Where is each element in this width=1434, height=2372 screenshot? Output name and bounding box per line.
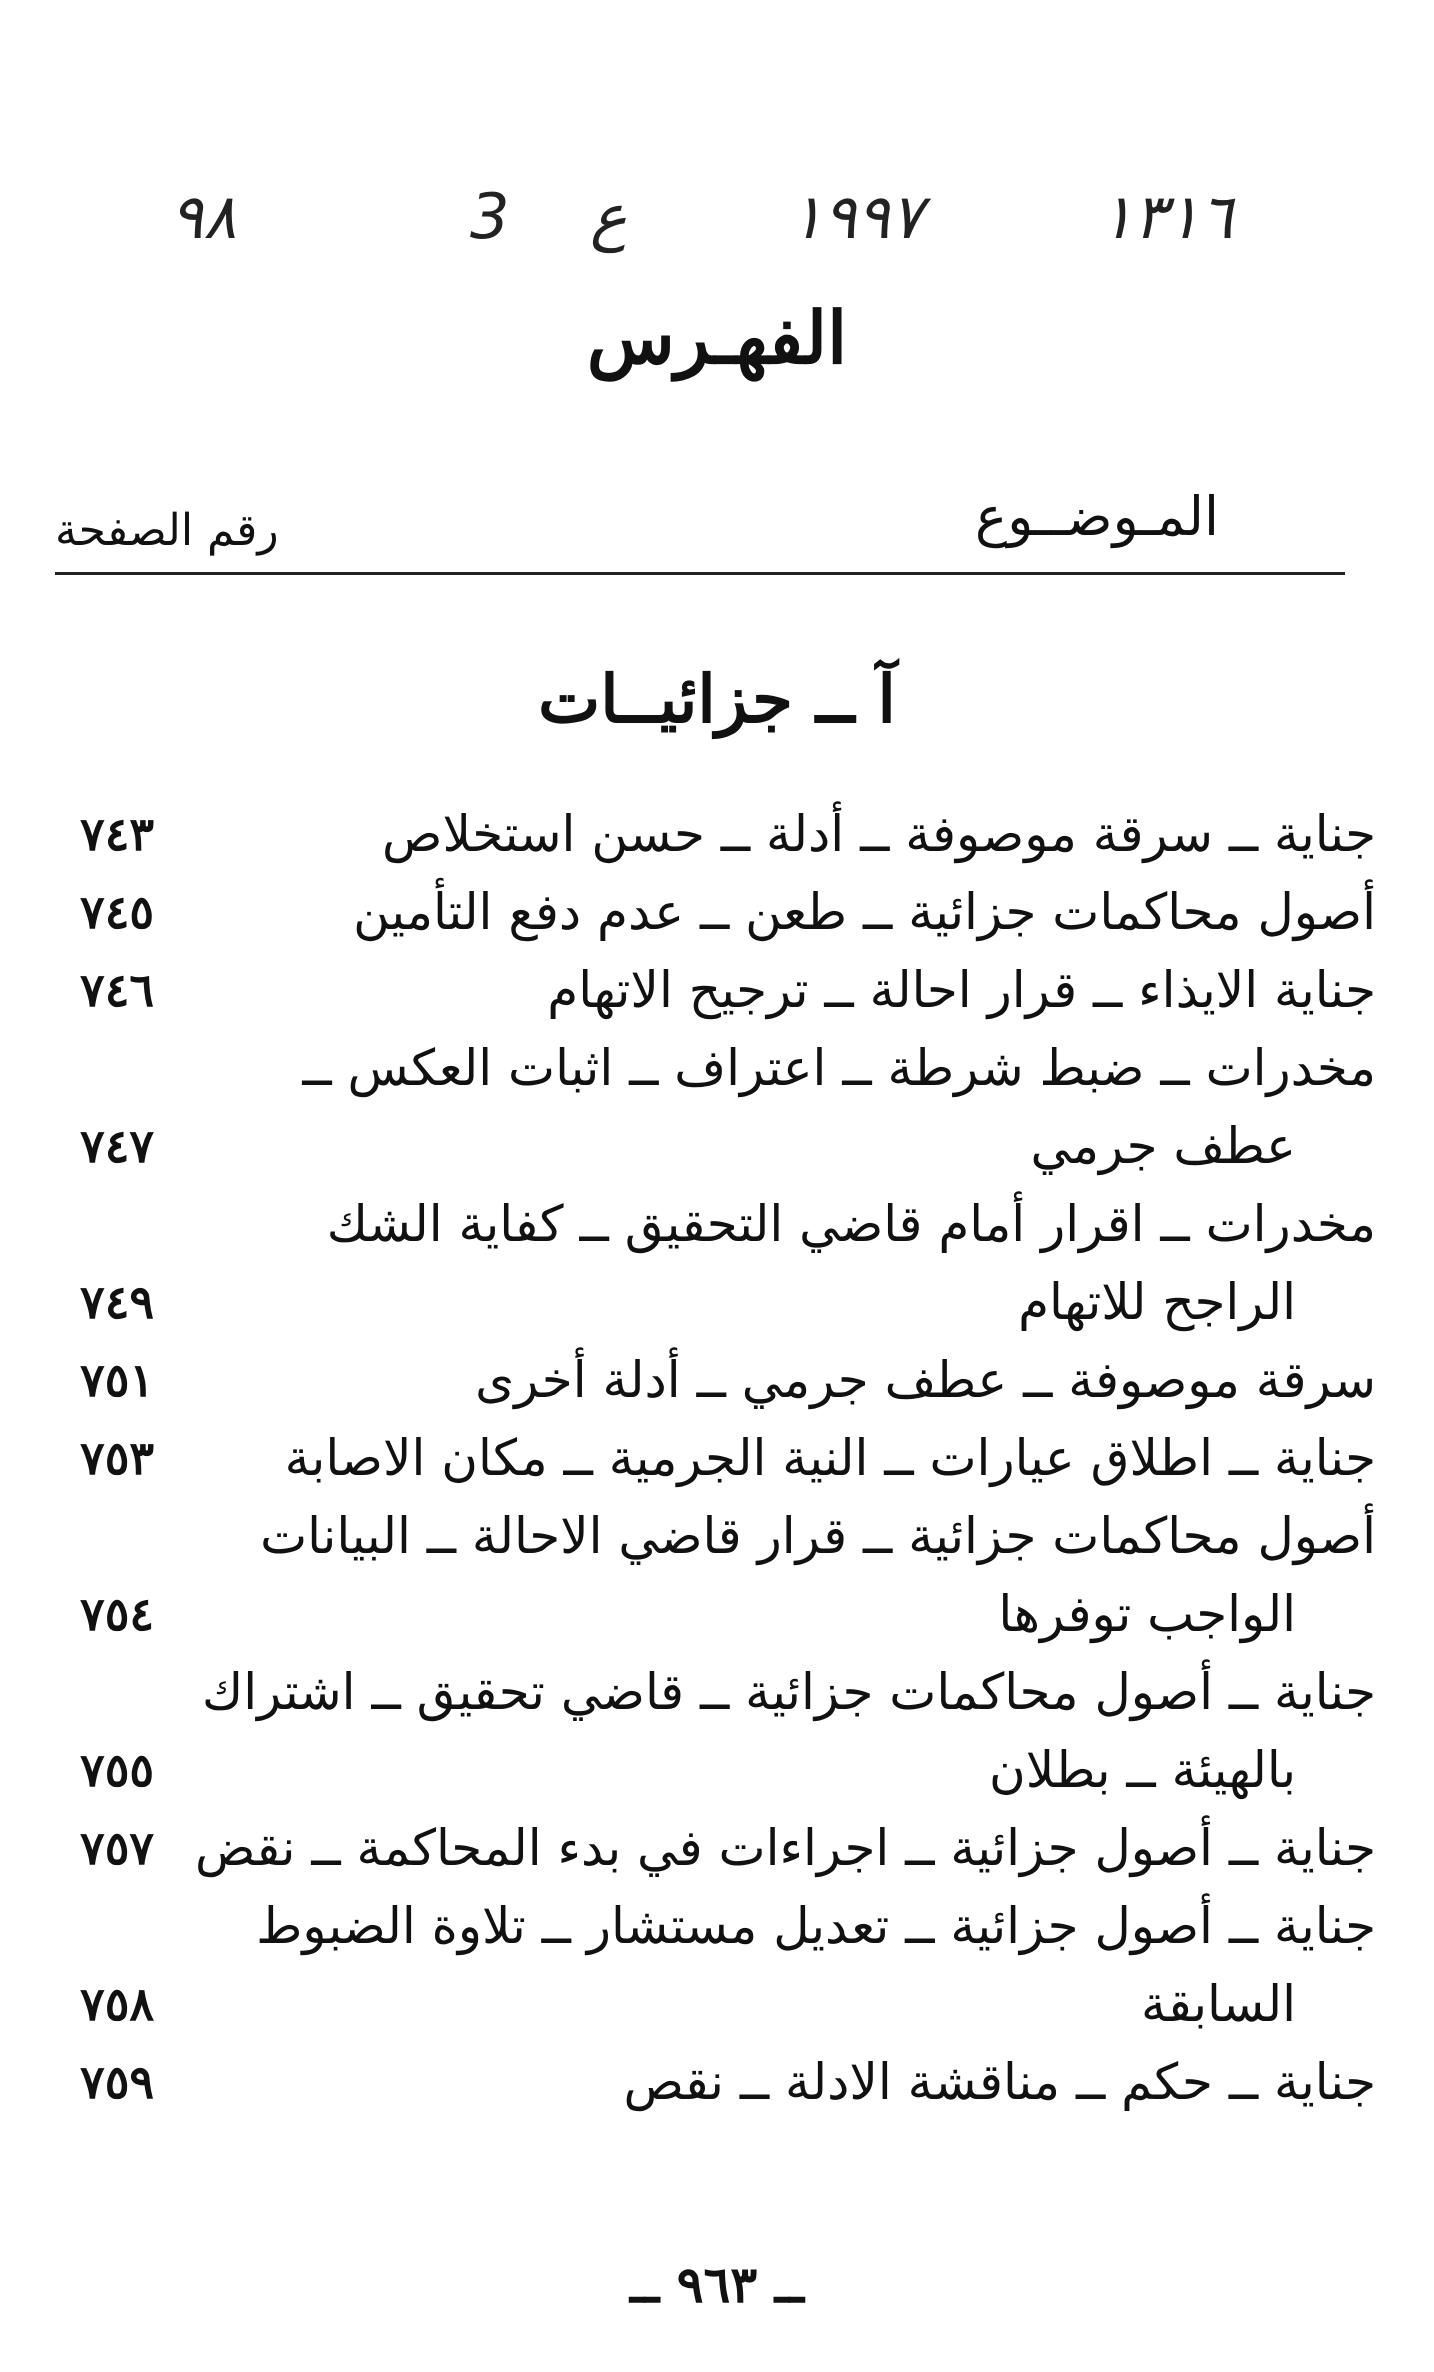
index-entry — [60, 1029, 1376, 1185]
page-title: الفهـرس — [586, 295, 848, 380]
entry-text: جناية ــ أصول جزائية ــ تعديل مستشار ــ تلاوة الضبوط — [256, 1897, 1376, 1955]
index-entry — [60, 1341, 1376, 1419]
index-entry — [60, 1185, 1376, 1341]
entry-page-number: ٧٥٧ — [80, 1821, 155, 1875]
index-entry — [60, 1497, 1376, 1653]
entry-text: أصول محاكمات جزائية ــ قرار قاضي الاحالة ــ البيانات — [260, 1507, 1376, 1565]
index-entry — [60, 2043, 1376, 2121]
entry-text: مخدرات ــ اقرار أمام قاضي التحقيق ــ كفاية الشك — [326, 1195, 1376, 1253]
handwritten-note: ٩٨ — [170, 180, 237, 253]
index-entry — [60, 1809, 1376, 1887]
entry-text-continuation: الواجب توفرها — [998, 1585, 1296, 1643]
handwritten-note: ١٩٩٧ — [790, 180, 924, 253]
entry-page-number: ٧٥١ — [80, 1353, 155, 1407]
header-divider — [55, 572, 1345, 575]
index-entry — [60, 1419, 1376, 1497]
entry-text: جناية ــ أصول جزائية ــ اجراءات في بدء المحاكمة ــ نقض — [194, 1819, 1376, 1877]
page-footer-number: ــ ٩٦٣ ــ — [629, 2255, 804, 2314]
entry-page-number: ٧٥٣ — [80, 1431, 155, 1485]
entry-page-number: ٧٥٥ — [80, 1743, 155, 1797]
entry-page-number: ٧٥٨ — [80, 1977, 155, 2031]
entry-page-number: ٧٤٣ — [80, 807, 155, 861]
index-entry — [60, 873, 1376, 951]
entry-page-number: ٧٤٥ — [80, 885, 155, 939]
entry-text: جناية ــ أصول محاكمات جزائية ــ قاضي تحقيق ــ اشتراك — [202, 1663, 1376, 1721]
index-entry — [60, 1653, 1376, 1809]
entry-page-number: ٧٤٧ — [80, 1119, 155, 1173]
subject-column-header: المـوضــوع — [974, 485, 1219, 548]
index-entries — [60, 795, 1376, 2121]
entry-page-number: ٧٥٤ — [80, 1587, 155, 1641]
entry-text: جناية ــ اطلاق عيارات ــ النية الجرمية ــ مكان الاصابة — [284, 1429, 1376, 1487]
index-entry — [60, 1887, 1376, 2043]
entry-text: جناية ــ حكم ــ مناقشة الادلة ــ نقص — [623, 2053, 1376, 2111]
handwritten-note: ١٣١٦ — [1100, 180, 1234, 253]
entry-text-continuation: السابقة — [1141, 1975, 1296, 2033]
handwritten-note: 3 — [470, 180, 510, 253]
entry-text-continuation: الراجح للاتهام — [1018, 1273, 1296, 1331]
entry-text: أصول محاكمات جزائية ــ طعن ــ عدم دفع التأمين — [353, 883, 1376, 941]
handwritten-annotation — [170, 180, 1290, 260]
handwritten-note: ع — [590, 180, 627, 253]
entry-page-number: ٧٤٩ — [80, 1275, 155, 1329]
section-title: آ ــ جزائيــات — [538, 660, 896, 738]
index-entry — [60, 951, 1376, 1029]
entry-page-number: ٧٥٩ — [80, 2055, 155, 2109]
entry-text: سرقة موصوفة ــ عطف جرمي ــ أدلة أخرى — [475, 1351, 1376, 1409]
entry-text-continuation: بالهيئة ــ بطلان — [989, 1741, 1296, 1799]
entry-text: جناية ــ سرقة موصوفة ــ أدلة ــ حسن استخلاص — [382, 805, 1376, 863]
entry-text: جناية الايذاء ــ قرار احالة ــ ترجيح الاتهام — [547, 961, 1376, 1019]
entry-text-continuation: عطف جرمي — [1030, 1117, 1296, 1175]
index-entry — [60, 795, 1376, 873]
page-number-column-header: رقم الصفحة — [55, 505, 279, 556]
entry-text: مخدرات ــ ضبط شرطة ــ اعتراف ــ اثبات العكس ــ — [302, 1039, 1376, 1097]
entry-page-number: ٧٤٦ — [80, 963, 155, 1017]
